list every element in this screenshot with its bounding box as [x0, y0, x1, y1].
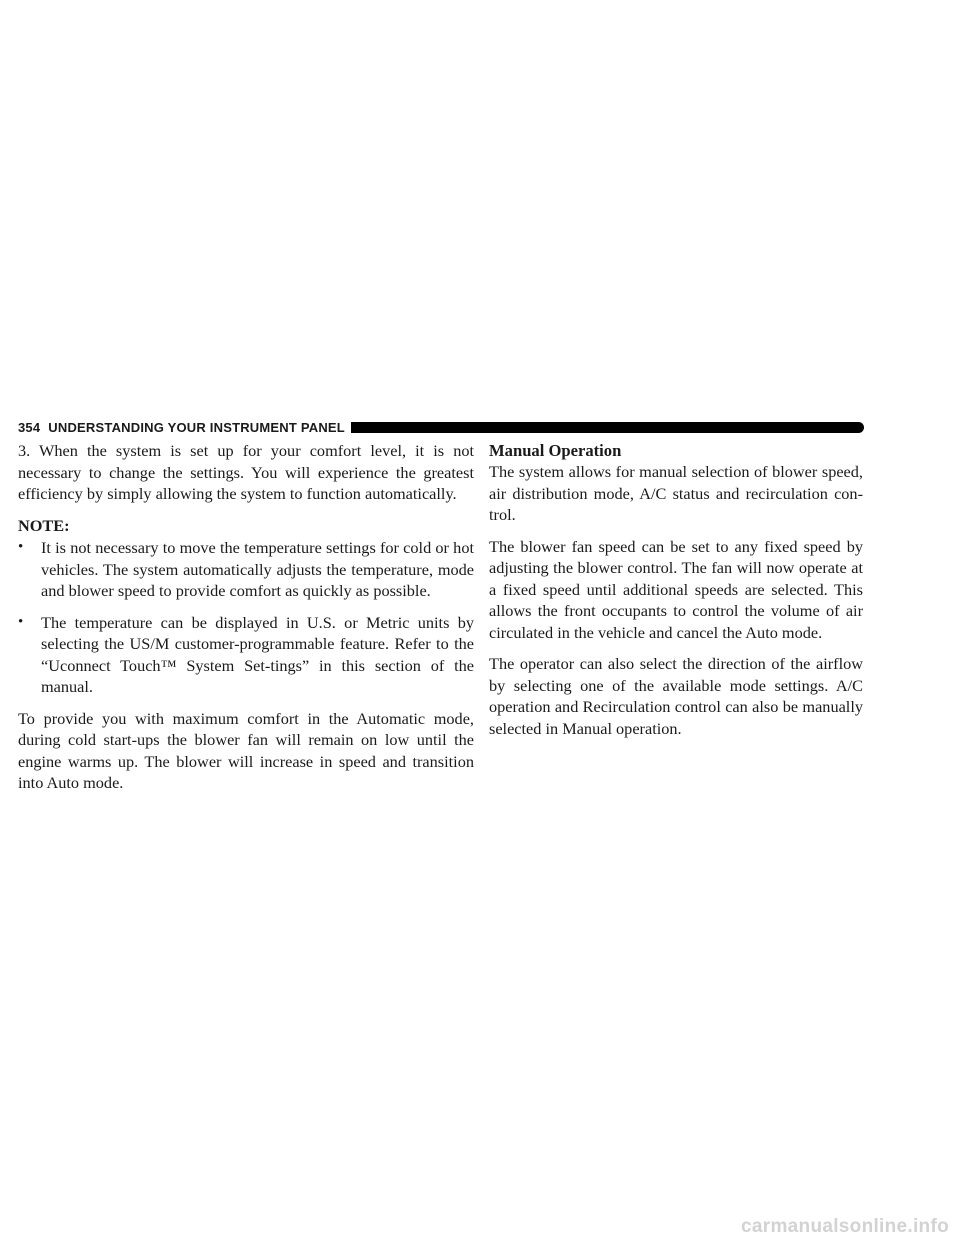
manual-paragraph-2: The blower fan speed can be set to any fixed speed by adjusting the blower control. The fan will now operate at a fixed speed until additional speeds are selected. This allows the front occupants to control the volume of air circulated in the vehicle and cancel the Auto mode.	[489, 536, 863, 642]
note-label: NOTE:	[18, 515, 70, 535]
left-column	[18, 440, 474, 804]
bullet-icon: •	[18, 613, 24, 630]
watermark: carmanualsonline.info	[741, 1216, 949, 1237]
page-header	[18, 420, 864, 434]
page-number: 354	[18, 419, 41, 435]
manual-paragraph-1: The system allows for manual selection of blower speed, air distribution mode, A/C status and recirculation con-trol.	[489, 462, 863, 524]
bullet-text: It is not necessary to move the temperature settings for cold or hot vehicles. The system automatically adjusts the temperature, mode and blower speed to provide comfort as quickly as possible.	[41, 538, 474, 600]
bullet-item	[18, 612, 474, 698]
section-title: UNDERSTANDING YOUR INSTRUMENT PANEL	[48, 419, 345, 435]
bullet-icon: •	[18, 539, 24, 555]
step-3-paragraph: 3. When the system is set up for your comfort level, it is not necessary to change the settings. You will experience the greatest efficiency by simply allowing the system to function automatically.	[18, 441, 474, 503]
bullet-item	[18, 537, 474, 602]
cold-start-paragraph: To provide you with maximum comfort in the Automatic mode, during cold start-ups the blower fan will remain on low until the engine warms up. The blower will increase in speed and transition into Auto mode.	[18, 708, 474, 792]
header-rule	[351, 422, 864, 433]
right-column	[489, 440, 863, 749]
bullet-text: The temperature can be displayed in U.S. or Metric units by selecting the US/M customer-programmable feature. Refer to the “Uconnect Touch™ System Set-tings” in this section of the manual.	[41, 612, 474, 696]
manual-operation-heading: Manual Operation	[489, 441, 622, 460]
manual-paragraph-3: The operator can also select the direction of the airflow by selecting one of the available mode settings. A/C operation and Recirculation control can also be manually selected in Manual operation.	[489, 654, 863, 738]
